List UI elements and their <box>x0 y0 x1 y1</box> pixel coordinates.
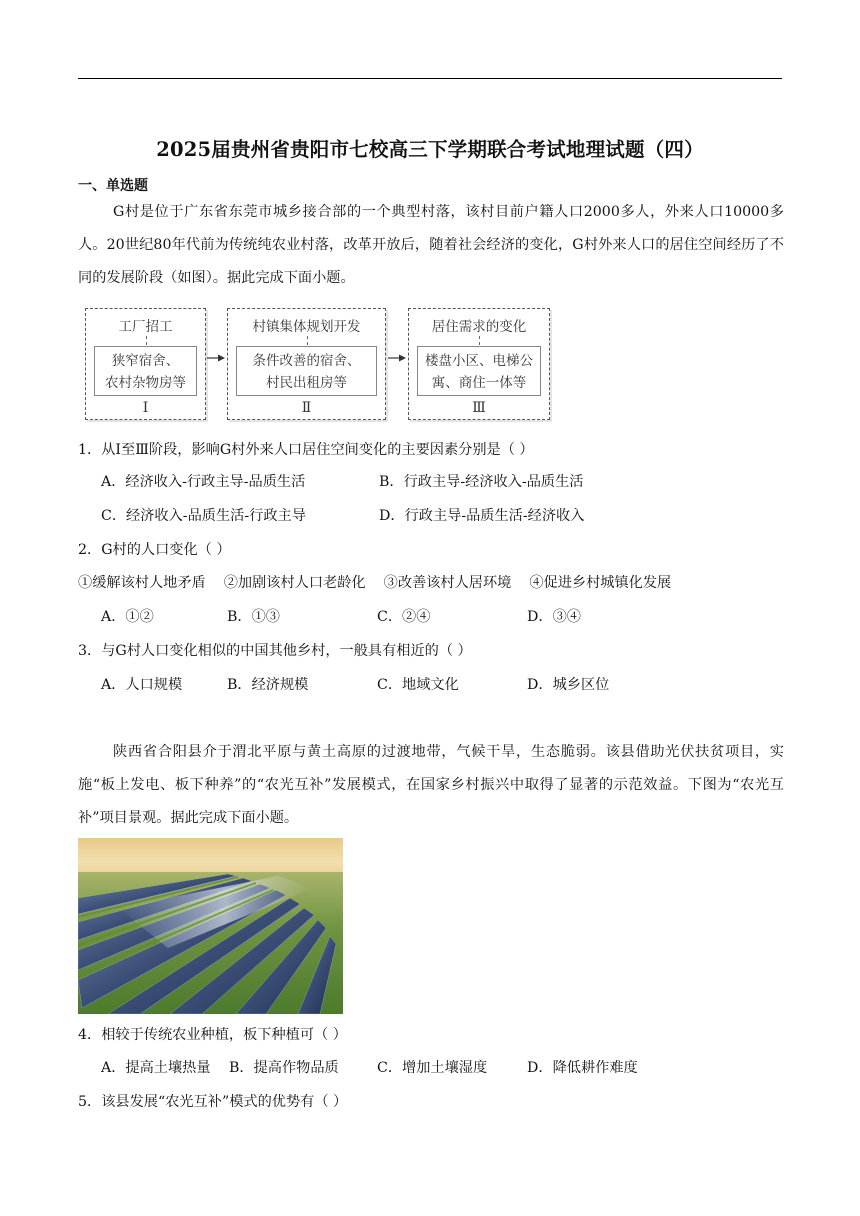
passage-g-village: G村是位于广东省东莞市城乡接合部的一个典型村落，该村目前户籍人口2000多人，外来人口10000多人。20世纪80年代前为传统纯农业村落，改革开放后，随着社会经济的变化，G村外来人口的居住空间经历了不同的发展阶段（如图）。据此完成下面小题。 <box>78 204 784 286</box>
connector <box>307 336 308 345</box>
question-1-options-row2 <box>101 506 584 526</box>
question-1-stem: 1．从Ⅰ至Ⅲ阶段，影响G村外来人口居住空间变化的主要因素分别是（ ） <box>78 442 534 458</box>
stage-detail <box>417 346 541 396</box>
stage-line: 农村杂物房等 <box>105 375 186 391</box>
arrow-right-icon <box>387 353 407 363</box>
stage-line: 楼盘小区、电梯公 <box>425 353 533 369</box>
option-a[interactable]: A．经济收入-行政主导-品质生活 <box>101 474 306 490</box>
stage-line: 寓、商住一体等 <box>431 375 527 391</box>
option-b[interactable]: B．经济规模 <box>227 677 309 693</box>
section-heading: 一、单选题 <box>78 178 148 194</box>
stage-head: 村镇集体规划开发 <box>252 319 361 335</box>
arrow-right-icon <box>206 353 226 363</box>
question-3-options <box>101 675 609 695</box>
stage-detail <box>236 346 377 396</box>
stage-head: 工厂招工 <box>118 319 173 335</box>
question-3-stem: 3．与G村人口变化相似的中国其他乡村，一般具有相近的（ ） <box>78 643 472 659</box>
stage-line: 狭窄宿舍、 <box>111 353 180 369</box>
header-rule <box>78 78 782 79</box>
connector <box>479 336 480 345</box>
option-c[interactable]: C．经济收入-品质生活-行政主导 <box>101 508 306 524</box>
option-a[interactable]: A．人口规模 <box>101 677 183 693</box>
stage-roman: Ⅲ <box>472 400 486 416</box>
option-c[interactable]: C．②④ <box>377 609 431 625</box>
residence-stage-diagram <box>82 305 552 422</box>
option-d[interactable]: D．行政主导-品质生活-经济收入 <box>379 508 585 524</box>
stage-line: 条件改善的宿舍、 <box>252 353 361 369</box>
question-2-items: ①缓解该村人地矛盾 ②加剧该村人口老龄化 ③改善该村人居环境 ④促进乡村城镇化发展 <box>78 575 672 591</box>
option-b[interactable]: B．提高作物品质 <box>229 1060 339 1076</box>
option-d[interactable]: D．③④ <box>527 609 581 625</box>
page-title: 2025届贵州省贵阳市七校高三下学期联合考试地理试题（四） <box>156 138 704 161</box>
question-4-options <box>101 1058 638 1078</box>
option-d[interactable]: D．城乡区位 <box>527 677 610 693</box>
question-2-stem: 2．G村的人口变化（ ） <box>78 542 231 558</box>
option-b[interactable]: B．①③ <box>227 609 280 625</box>
stage-roman: Ⅱ <box>301 400 312 416</box>
option-c[interactable]: C．增加土壤湿度 <box>377 1060 488 1076</box>
option-a[interactable]: A．提高土壤热量 <box>101 1060 211 1076</box>
question-2-options <box>101 607 581 627</box>
passage-heyang-county: 陕西省合阳县介于渭北平原与黄土高原的过渡地带，气候干旱，生态脆弱。该县借助光伏扶贫项目，实施“板上发电、板下种养”的“农光互补”发展模式，在国家乡村振兴中取得了显著的示范效益。下图为“农光互补”项目景观。据此完成下面小题。 <box>78 744 784 826</box>
connector <box>146 336 147 345</box>
question-1-options-row1 <box>101 472 583 492</box>
option-c[interactable]: C．地域文化 <box>377 677 459 693</box>
stage-head: 居住需求的变化 <box>431 319 527 335</box>
stage-roman: Ⅰ <box>142 400 149 416</box>
stage-line: 村民出租房等 <box>266 375 347 391</box>
option-a[interactable]: A．①② <box>101 609 154 625</box>
option-d[interactable]: D．降低耕作难度 <box>527 1060 638 1076</box>
stage-box-3 <box>408 308 550 420</box>
stage-detail <box>94 346 197 396</box>
question-5-stem: 5．该县发展“农光互补”模式的优势有（ ） <box>78 1094 348 1110</box>
question-4-stem: 4．相较于传统农业种植，板下种植可（ ） <box>78 1027 347 1043</box>
stage-box-2 <box>227 308 386 420</box>
option-b[interactable]: B．行政主导-经济收入-品质生活 <box>379 474 584 490</box>
solar-farm-photo <box>78 838 343 1014</box>
stage-box-1 <box>85 308 206 420</box>
